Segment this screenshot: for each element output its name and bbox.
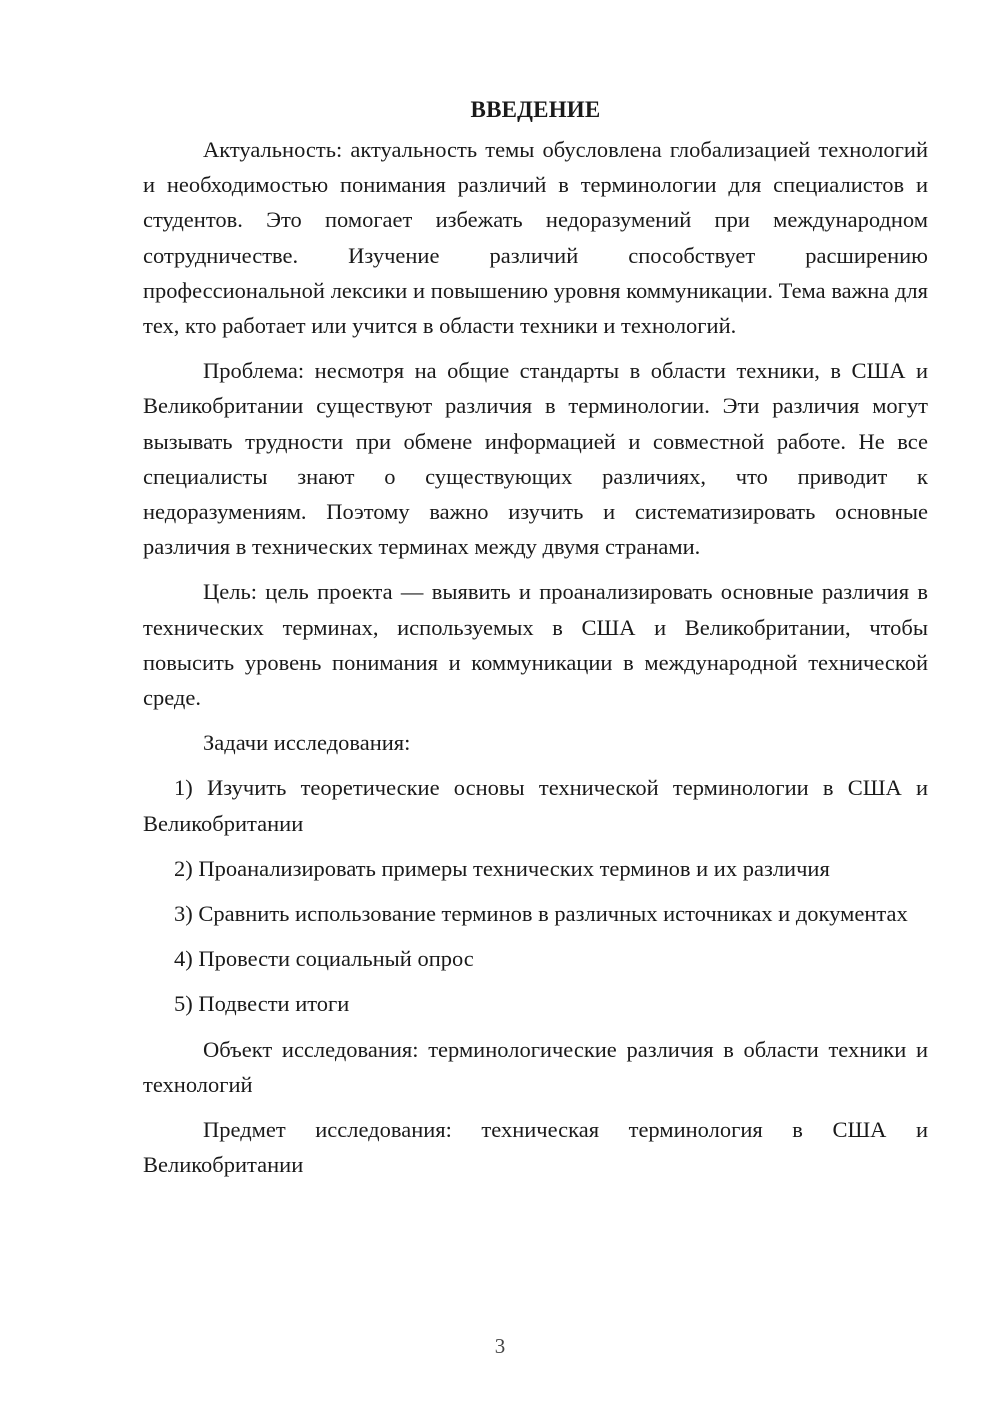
goal-paragraph: Цель: цель проекта — выявить и проанализировать основные различия в технических терминах, используемых в США и Великобритании, чтобы повысить уровень понимания и коммуникации в международной технической среде. bbox=[143, 579, 928, 711]
task-item-1: 1) Изучить теоретические основы технической терминологии в США и Великобритании bbox=[143, 775, 928, 836]
problem-paragraph: Проблема: несмотря на общие стандарты в области техники, в США и Великобритании существуют различия в терминологии. Эти различия могут вызывать трудности при обмене информацией и совместной работе. Не все специалисты знают о существующих различиях, что приводит к недоразумениям. Поэтому важно изучить и систематизировать основные различия в технических терминах между двумя странами. bbox=[143, 358, 928, 560]
task-item-2: 2) Проанализировать примеры технических терминов и их различия bbox=[174, 855, 830, 881]
relevance-paragraph: Актуальность: актуальность темы обусловлена глобализацией технологий и необходимостью понимания различий в терминологии для специалистов и студентов. Это помогает избежать недоразумений при международном сотрудничестве. Изучение различий способствует расширению профессиональной лексики и повышению уровня коммуникации. Тема важна для тех, кто работает или учится в области техники и технологий. bbox=[143, 137, 928, 339]
task-item-4: 4) Провести социальный опрос bbox=[174, 946, 474, 972]
task-item-3: 3) Сравнить использование терминов в различных источниках и документах bbox=[174, 901, 908, 927]
object-paragraph: Объект исследования: терминологические различия в области техники и технологий bbox=[143, 1036, 928, 1097]
document-page bbox=[143, 92, 928, 1192]
page-number: 3 bbox=[494, 1334, 506, 1358]
tasks-heading: Задачи исследования: bbox=[203, 730, 411, 756]
subject-paragraph: Предмет исследования: техническая терминология в США и Великобритании bbox=[143, 1117, 928, 1178]
page-title: ВВЕДЕНИЕ bbox=[470, 97, 601, 122]
task-item-5: 5) Подвести итоги bbox=[174, 991, 350, 1017]
